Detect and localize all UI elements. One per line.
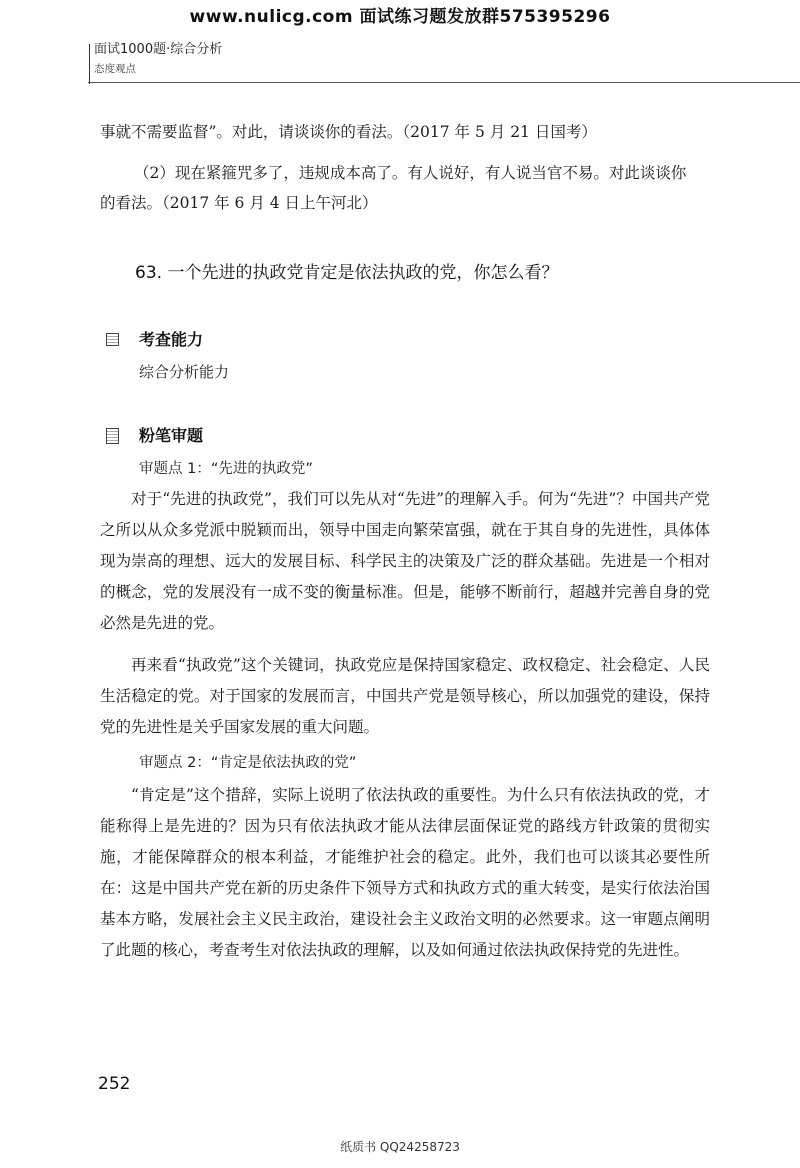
header-rule [88, 82, 800, 83]
ability-section-icon [106, 333, 119, 346]
ability-body: 综合分析能力 [139, 363, 230, 381]
ability-heading: 考查能力 [139, 330, 204, 349]
section-name: 态度观点 [94, 63, 136, 75]
review-heading: 粉笔审题 [139, 426, 204, 445]
bottom-watermark: 纸质书 QQ24258723 [340, 1140, 460, 1154]
running-head-bar [89, 44, 90, 84]
review-paragraph-3: “肯定是”这个措辞，实际上说明了依法执政的重要性。为什么只有依法执政的党，才能称得上是先进的？因为只有依法执政才能从法律层面保证党的路线方针政策的贯彻实施，才能保障群众的根本利益，才能维护社会的稳定。此外，我们也可以谈其必要性所在：这是中国共产党在新的历史条件下领导方式和执政方式的重大转变，是实行依法治国基本方略，发展社会主义民主政治，建设社会主义政治文明的必然要求。这一审题点阐明了此题的核心，考查考生对依法执政的理解，以及如何通过依法执政保持党的先进性。 [100, 786, 710, 959]
question-title: 63. 一个先进的执政党肯定是依法执政的党，你怎么看？ [135, 263, 559, 283]
book-title: 面试1000题·综合分析 [94, 42, 223, 57]
review-point-1: 审题点 1：“先进的执政党” [139, 461, 313, 477]
review-paragraph-2: 再来看“执政党”这个关键词，执政党应是保持国家稳定、政权稳定、社会稳定、人民生活稳定的党。对于国家的发展而言，中国共产党是领导核心，所以加强党的建设，保持党的先进性是关乎国家发展的重大问题。 [100, 656, 710, 736]
top-watermark: www.nulicg.com 面试练习题发放群575395296 [189, 7, 611, 27]
review-section-icon [106, 428, 119, 444]
review-point-2: 审题点 2：“肯定是依法执政的党” [139, 755, 357, 771]
continued-line-3: 的看法。（2017 年 6 月 4 日上午河北） [100, 194, 378, 212]
continued-line-1: 事就不需要监督”。对此，请谈谈你的看法。（2017 年 5 月 21 日国考） [100, 123, 597, 141]
page-number: 252 [98, 1074, 131, 1094]
review-paragraph-1: 对于“先进的执政党”，我们可以先从对“先进”的理解入手。何为“先进”？中国共产党之所以从众多党派中脱颖而出，领导中国走向繁荣富强，就在于其自身的先进性，具体体现为崇高的理想、远大的发展目标、科学民主的决策及广泛的群众基础。先进是一个相对的概念，党的发展没有一成不变的衡量标准。但是，能够不断前行，超越并完善自身的党必然是先进的党。 [100, 490, 710, 632]
continued-line-2: （2）现在紧箍咒多了，违规成本高了。有人说好，有人说当官不易。对此谈谈你 [134, 164, 687, 182]
running-head [94, 40, 222, 78]
